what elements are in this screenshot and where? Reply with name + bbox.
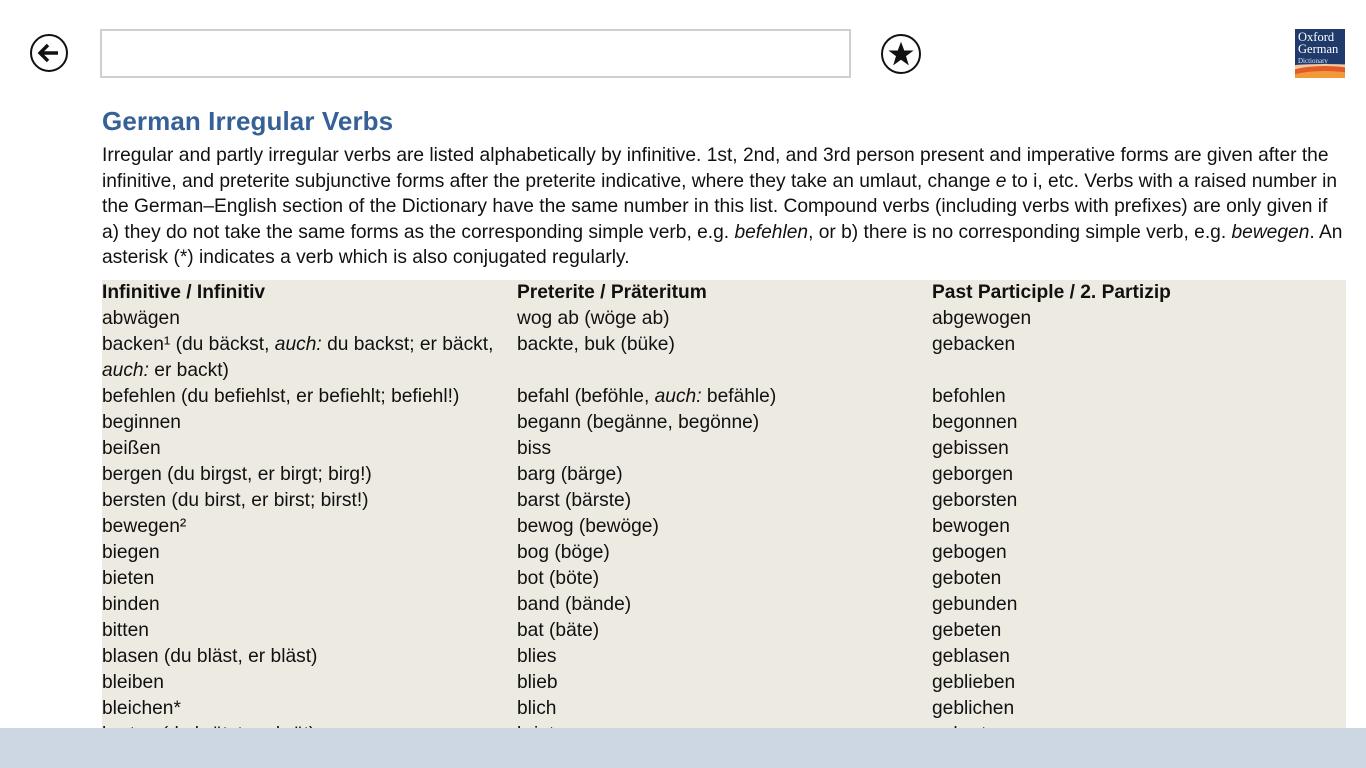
star-icon — [887, 40, 915, 68]
arrow-left-icon — [37, 41, 61, 65]
past-participle-cell: geborsten — [932, 490, 1018, 511]
infinitive-cell: backen¹ (du bäckst, auch: du backst; er bäckt, auch: er backt) — [102, 334, 494, 381]
infinitive-cell: binden — [102, 594, 160, 615]
past-participle-cell: begonnen — [932, 412, 1018, 433]
table-row — [102, 644, 1346, 670]
table-row — [102, 592, 1346, 618]
logo-line-1: Oxford — [1298, 30, 1335, 44]
table-row — [102, 514, 1346, 540]
preterite-cell: barst (bärste) — [517, 490, 632, 511]
table-row — [102, 384, 1346, 410]
past-participle-cell: geborgen — [932, 464, 1014, 485]
infinitive-cell: bersten (du birst, er birst; birst!) — [102, 490, 369, 511]
past-participle-cell: bewogen — [932, 516, 1010, 537]
preterite-cell: bat (bäte) — [517, 620, 600, 641]
preterite-cell: bewog (bewöge) — [517, 516, 659, 537]
intro-paragraph: Irregular and partly irregular verbs are listed alphabetically by infinitive. 1st, 2nd, and 3rd person present and imperative forms are given after the infinitive, and preterite subjunctive forms after the preterite indicative, where they take an umlaut, change e to i, etc. Verbs with a raised number in the German–English section of the Dictionary have the same number in this list. Compound verbs (including verbs with prefixes) are only given if a) they do not take the same forms as the corresponding simple verb, e.g. befehlen, or b) there is no corresponding simple verb, e.g. bewegen. An asterisk (*) indicates a verb which is also conjugated regularly. — [102, 145, 1343, 268]
infinitive-cell: abwägen — [102, 308, 180, 329]
infinitive-cell: beißen — [102, 438, 161, 459]
table-row — [102, 462, 1346, 488]
table-row — [102, 540, 1346, 566]
preterite-cell: barg (bärge) — [517, 464, 623, 485]
preterite-cell: bog (böge) — [517, 542, 610, 563]
header-infinitive: Infinitive / Infinitiv — [102, 282, 266, 303]
table-row — [102, 410, 1346, 436]
page-title: German Irregular Verbs — [102, 106, 394, 136]
preterite-cell: bot (böte) — [517, 568, 600, 589]
logo-line-3: Dictionary — [1298, 57, 1328, 65]
search-input[interactable] — [100, 29, 851, 78]
preterite-cell: blies — [517, 646, 557, 667]
preterite-cell: befahl (beföhle, auch: befähle) — [517, 386, 777, 407]
past-participle-cell: gebeten — [932, 620, 1002, 641]
table-row — [102, 566, 1346, 592]
table-row — [102, 306, 1346, 332]
logo-line-2: German — [1298, 42, 1339, 56]
past-participle-cell: gebissen — [932, 438, 1009, 459]
past-participle-cell: gebogen — [932, 542, 1007, 563]
back-button[interactable] — [30, 34, 68, 72]
infinitive-cell: bergen (du birgst, er birgt; birg!) — [102, 464, 372, 485]
infinitive-cell: bleichen* — [102, 698, 181, 719]
past-participle-cell: geblasen — [932, 646, 1010, 667]
table-row — [102, 332, 1346, 384]
table-row — [102, 696, 1346, 722]
past-participle-cell: befohlen — [932, 386, 1006, 407]
infinitive-cell: beginnen — [102, 412, 181, 433]
header-past-participle: Past Participle / 2. Partizip — [932, 282, 1171, 303]
past-participle-cell: gebunden — [932, 594, 1018, 615]
past-participle-cell: gebacken — [932, 334, 1016, 355]
preterite-cell: biss — [517, 438, 552, 459]
infinitive-cell: bleiben — [102, 672, 164, 693]
verb-table-container[interactable] — [102, 280, 1346, 740]
infinitive-cell: blasen (du bläst, er bläst) — [102, 646, 318, 667]
bottom-app-bar — [0, 728, 1366, 768]
favorites-button[interactable] — [881, 34, 921, 74]
past-participle-cell: geblichen — [932, 698, 1015, 719]
preterite-cell: wog ab (wöge ab) — [517, 308, 670, 329]
past-participle-cell: geboten — [932, 568, 1002, 589]
infinitive-cell: bitten — [102, 620, 149, 641]
preterite-cell: blieb — [517, 672, 558, 693]
infinitive-cell: befehlen (du befiehlst, er befiehlt; befiehl!) — [102, 386, 460, 407]
past-participle-cell: abgewogen — [932, 308, 1032, 329]
infinitive-cell: biegen — [102, 542, 160, 563]
intro-italic-term: bewegen — [1231, 221, 1310, 243]
header-preterite: Preterite / Präteritum — [517, 282, 707, 303]
preterite-cell: blich — [517, 698, 557, 719]
infinitive-cell: bieten — [102, 568, 155, 589]
table-row — [102, 436, 1346, 462]
intro-italic-term: e — [995, 170, 1007, 192]
irregular-verbs-table — [102, 280, 1346, 740]
infinitive-cell: bewegen² — [102, 516, 187, 537]
oxford-german-dictionary-logo — [1295, 29, 1345, 78]
past-participle-cell: geblieben — [932, 672, 1016, 693]
preterite-cell: band (bände) — [517, 594, 632, 615]
table-row — [102, 488, 1346, 514]
preterite-cell: begann (begänne, begönne) — [517, 412, 760, 433]
preterite-cell: backte, buk (büke) — [517, 334, 675, 355]
table-row — [102, 670, 1346, 696]
intro-italic-term: befehlen — [734, 221, 809, 243]
table-row — [102, 618, 1346, 644]
table-header-row — [102, 280, 1346, 306]
